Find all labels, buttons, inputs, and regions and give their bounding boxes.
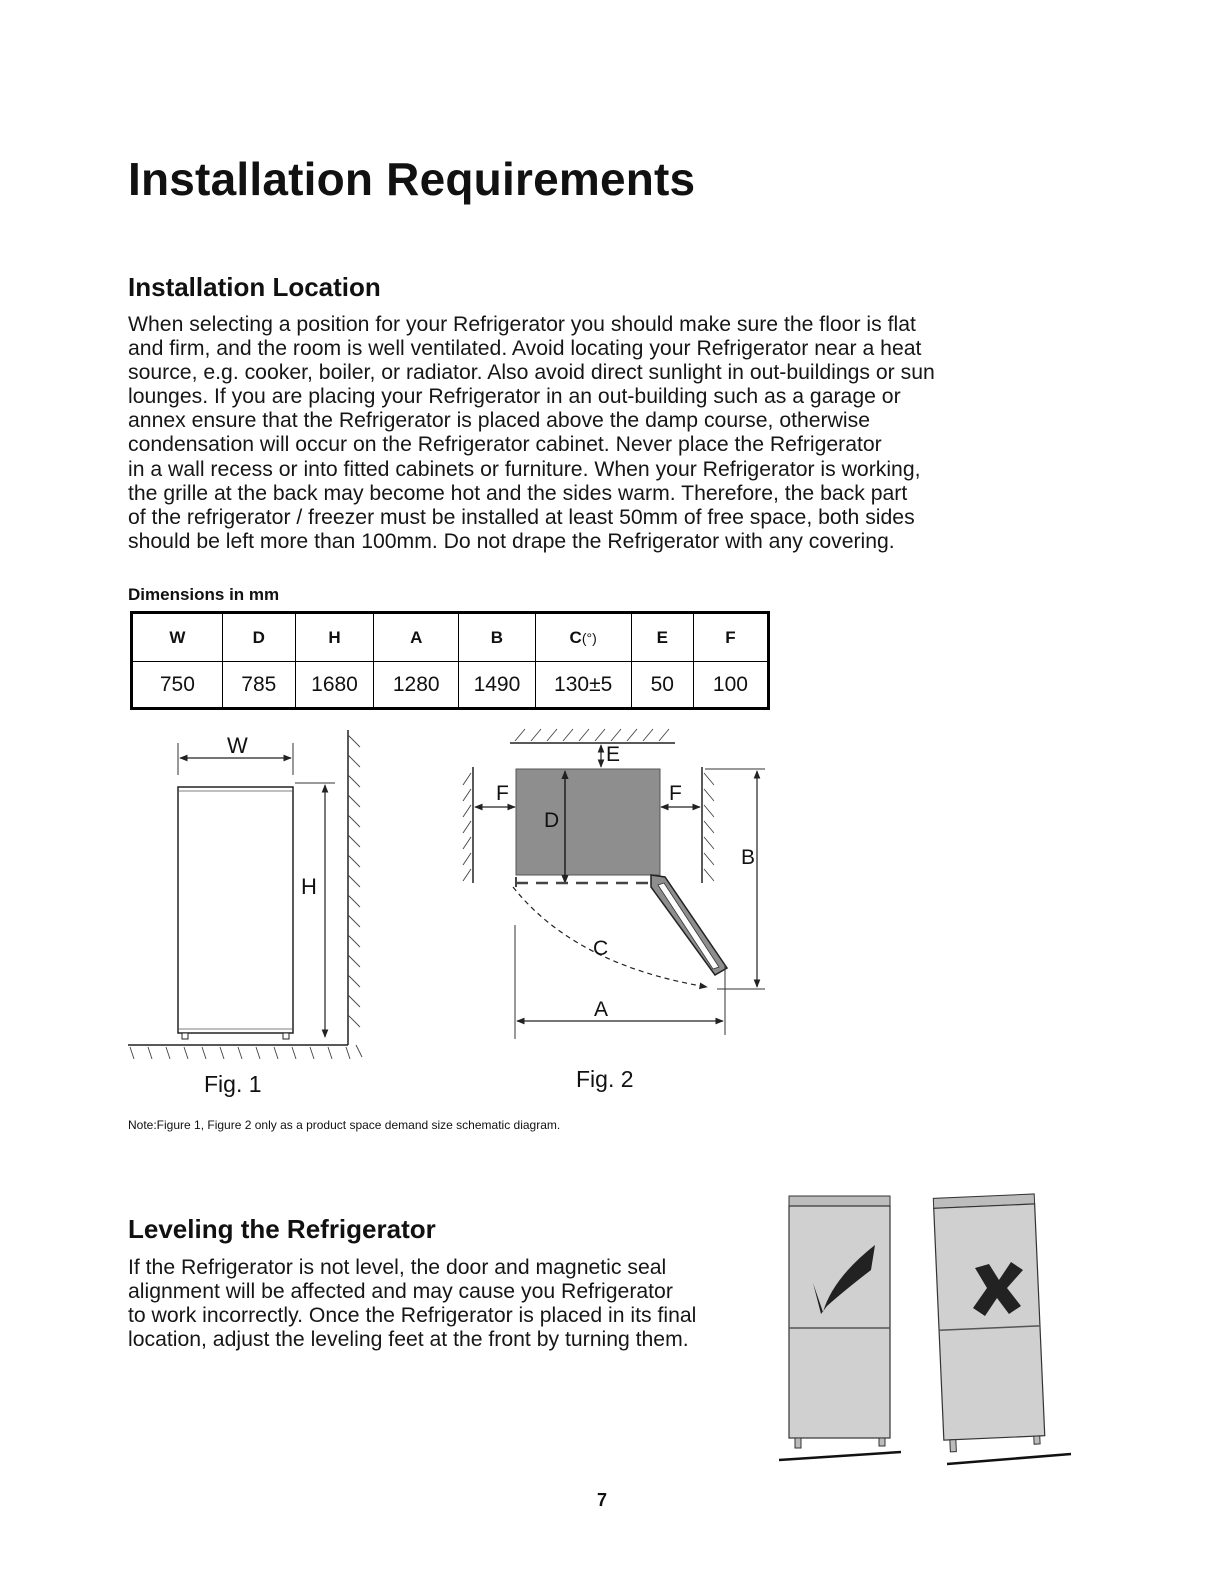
header-c: [535, 613, 631, 662]
value-a: 1280: [374, 662, 459, 709]
paragraph-line: condensation will occur on the Refrigerator cabinet. Never place the Refrigerator: [128, 433, 882, 457]
fig2-e-label: E: [606, 743, 621, 766]
fig2-d-label: D: [544, 809, 560, 832]
header-w: W: [132, 613, 223, 662]
fig2-b-label: B: [741, 846, 756, 869]
installation-location-paragraph: [128, 313, 935, 554]
value-d: 785: [222, 662, 295, 709]
installation-location-heading: Installation Location: [128, 272, 381, 302]
paragraph-line: should be left more than 100mm. Do not drape the Refrigerator with any covering.: [128, 529, 895, 553]
value-e: 50: [631, 662, 693, 709]
value-b: 1490: [459, 662, 535, 709]
floor-hatch: [130, 1045, 362, 1059]
header-e: E: [631, 613, 693, 662]
paragraph-line: and firm, and the room is well ventilated. Avoid locating your Refrigerator near a heat: [128, 337, 922, 361]
fig2-label: Fig. 2: [576, 1066, 634, 1092]
header-b: B: [459, 613, 535, 662]
header-c-letter: C: [569, 627, 582, 647]
fig1-diagram: [120, 725, 380, 1065]
tilted-fridge: [933, 1194, 1045, 1452]
fridge-top-view: [516, 769, 660, 875]
value-h: 1680: [295, 662, 373, 709]
header-h: H: [295, 613, 373, 662]
table-row: [132, 662, 769, 709]
leveling-illustration: [775, 1188, 1080, 1470]
paragraph-line: location, adjust the leveling feet at the front by turning them.: [128, 1328, 689, 1352]
header-c-unit: (°): [581, 629, 597, 646]
fig1-h-label: H: [301, 874, 317, 899]
header-f: F: [693, 613, 768, 662]
paragraph-line: When selecting a position for your Refrigerator you should make sure the floor is flat: [128, 313, 916, 336]
dimensions-caption: Dimensions in mm: [128, 585, 280, 604]
fig2-f-right-label: F: [669, 782, 682, 805]
paragraph-line: of the refrigerator / freezer must be installed at least 50mm of free space, both sides: [128, 505, 915, 529]
value-f: 100: [693, 662, 768, 709]
leveling-heading: Leveling the Refrigerator: [128, 1214, 436, 1244]
paragraph-line: lounges. If you are placing your Refrigerator in an out-building such as a garage or: [128, 385, 901, 409]
fig2-a-label: A: [594, 998, 609, 1021]
paragraph-line: If the Refrigerator is not level, the door and magnetic seal: [128, 1256, 667, 1279]
dimensions-table: [130, 611, 770, 710]
level-fridge: [779, 1196, 901, 1460]
page-number: 7: [597, 1490, 608, 1510]
paragraph-line: to work incorrectly. Once the Refrigerator is placed in its final: [128, 1304, 697, 1328]
fig2-f-left-label: F: [496, 782, 509, 805]
fig2-diagram: [455, 725, 780, 1045]
header-a: A: [374, 613, 459, 662]
paragraph-line: in a wall recess or into fitted cabinets or furniture. When your Refrigerator is working,: [128, 457, 921, 481]
figure-note: Note:Figure 1, Figure 2 only as a product space demand size schematic diagram.: [128, 1118, 561, 1132]
leveling-paragraph: [128, 1256, 696, 1352]
value-c: 130±5: [535, 662, 631, 709]
value-w: 750: [132, 662, 223, 709]
header-d: D: [222, 613, 295, 662]
paragraph-line: annex ensure that the Refrigerator is placed above the damp course, otherwise: [128, 409, 870, 433]
fig1-label: Fig. 1: [204, 1071, 262, 1097]
fig1-w-label: W: [227, 733, 248, 758]
table-header-row: [132, 613, 769, 662]
page-title: Installation Requirements: [128, 153, 696, 205]
wall-hatch: [348, 735, 360, 1027]
paragraph-line: the grille at the back may become hot and the sides warm. Therefore, the back part: [128, 481, 908, 505]
fridge-body: [178, 787, 293, 1033]
paragraph-line: alignment will be affected and may cause you Refrigerator: [128, 1280, 673, 1304]
paragraph-line: source, e.g. cooker, boiler, or radiator. Also avoid direct sunlight in out-buildings or sun: [128, 361, 935, 385]
fig2-c-label: C: [593, 937, 609, 960]
